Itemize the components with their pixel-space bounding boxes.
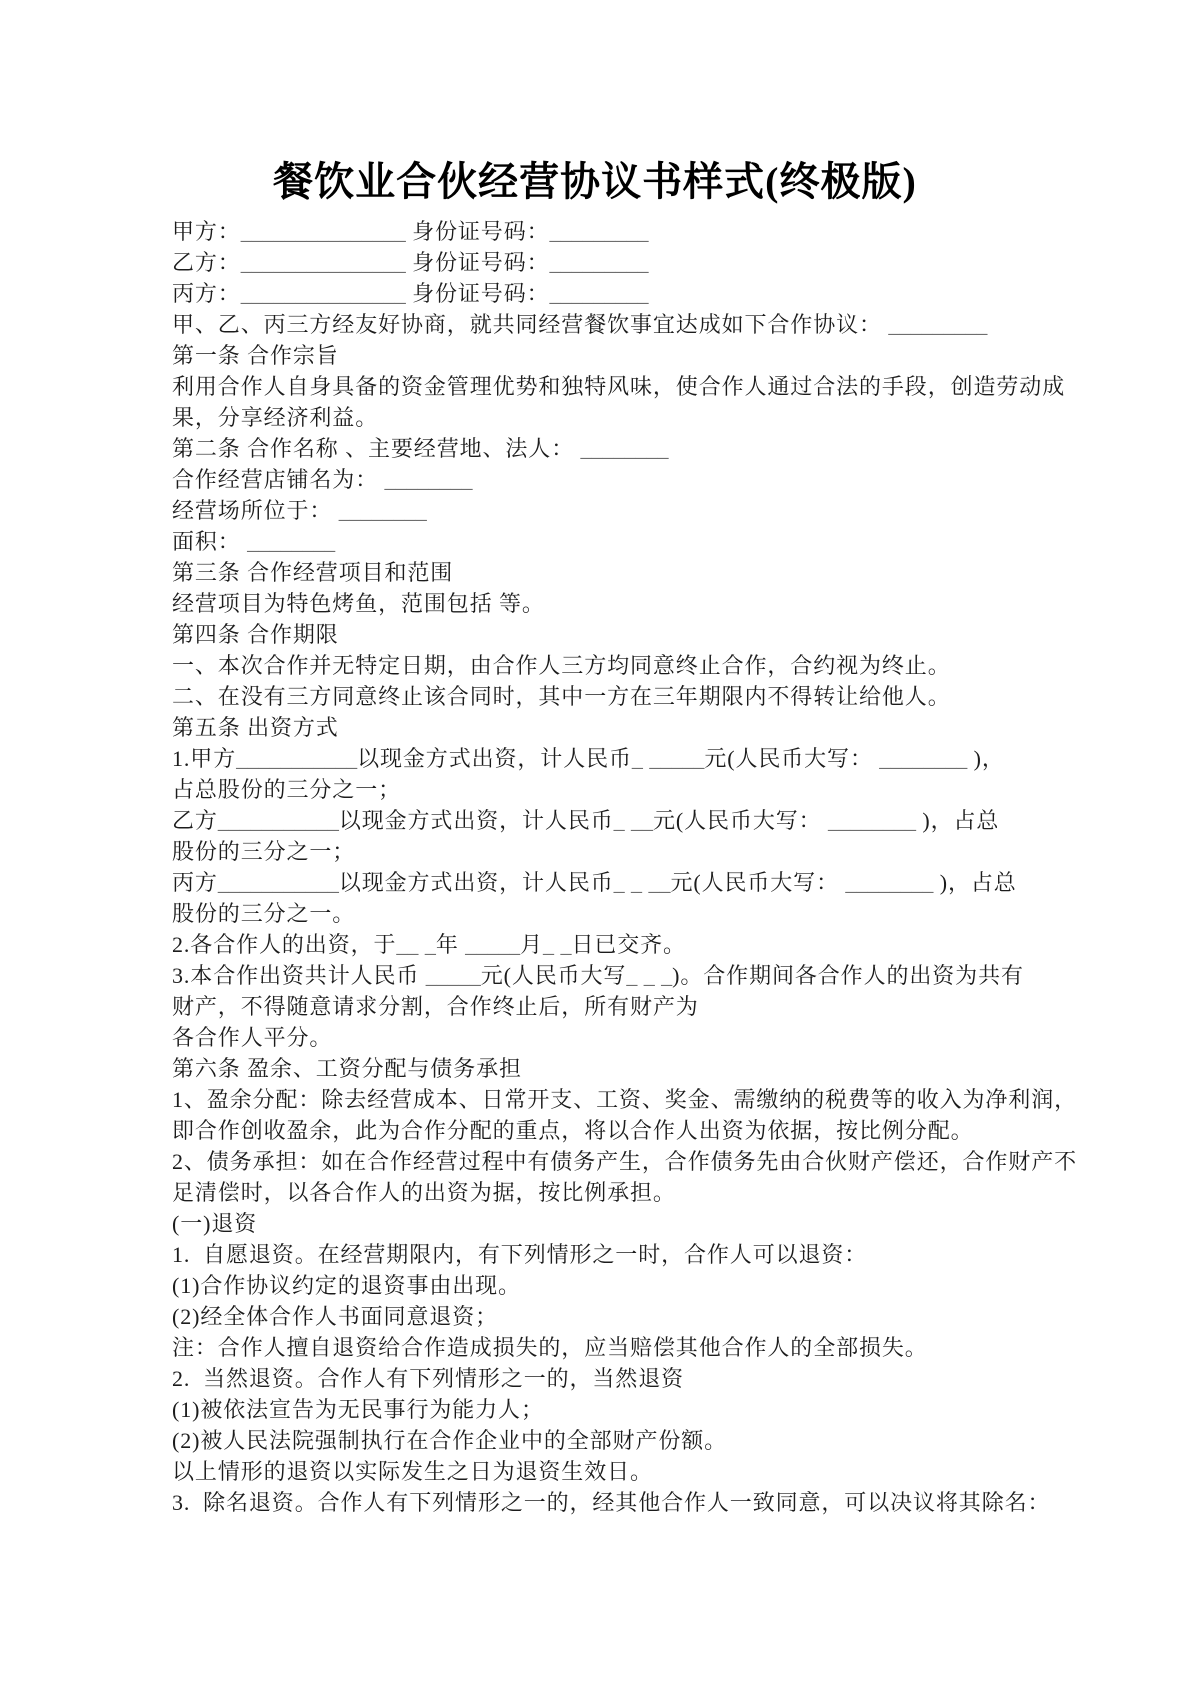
document-line: 2.各合作人的出资，于__ _年 _____月_ _日已交齐。 bbox=[172, 932, 686, 957]
fill-in-blank: ___________ bbox=[217, 808, 339, 833]
fill-in-blank: ________ bbox=[845, 870, 934, 895]
fill-in-blank: _ bbox=[560, 932, 572, 957]
fill-in-blank: ________ bbox=[338, 498, 427, 523]
document-line: 3.本合作出资共计人民币 _____元(人民币大写_ _ _)。合作期间各合作人的出资为共有 bbox=[172, 963, 1024, 988]
fill-in-blank: ________ bbox=[879, 746, 968, 771]
fill-in-blank: _____ bbox=[465, 932, 521, 957]
document-line: 股份的三分之一。 bbox=[172, 901, 356, 926]
document-line: (1)合作协议约定的退资事由出现。 bbox=[172, 1273, 521, 1298]
fill-in-blank: ________ bbox=[247, 529, 336, 554]
document-line: 1、盈余分配：除去经营成本、日常开支、工资、奖金、需缴纳的税费等的收入为净利润， bbox=[172, 1087, 1078, 1112]
document-line: 合作经营店铺名为： ________ bbox=[172, 467, 473, 492]
document-line: 甲方：_______________ 身份证号码：_________ bbox=[172, 219, 649, 244]
document-line: 1. 自愿退资。在经营期限内，有下列情形之一时，合作人可以退资： bbox=[172, 1242, 868, 1267]
fill-in-blank: __ bbox=[648, 870, 671, 895]
document-line: (1)被依法宣告为无民事行为能力人； bbox=[172, 1397, 544, 1422]
fill-in-blank: _______________ bbox=[240, 250, 406, 275]
fill-in-blank: ___________ bbox=[236, 746, 358, 771]
document-line: 1.甲方___________以现金方式出资，计人民币_ _____元(人民币大写： ________ )， bbox=[172, 746, 1005, 771]
document-line: 注：合作人擅自退资给合作造成损失的，应当赔偿其他合作人的全部损失。 bbox=[172, 1335, 928, 1360]
document-line: 经营场所位于： ________ bbox=[172, 498, 427, 523]
fill-in-blank: _______________ bbox=[240, 219, 406, 244]
document-body bbox=[172, 216, 1078, 1518]
document-line: 乙方___________以现金方式出资，计人民币_ __元(人民币大写： ________ )，占总 bbox=[172, 808, 1000, 833]
document-line: 利用合作人自身具备的资金管理优势和独特风味，使合作人通过合法的手段，创造劳动成 bbox=[172, 374, 1066, 399]
document-line: 财产，不得随意请求分割，合作终止后，所有财产为 bbox=[172, 994, 699, 1019]
fill-in-blank: _ bbox=[631, 870, 643, 895]
document-line: 乙方：_______________ 身份证号码：_________ bbox=[172, 250, 649, 275]
fill-in-blank: _____ bbox=[425, 963, 481, 988]
fill-in-blank: _ bbox=[613, 808, 625, 833]
document-line: 足清偿时，以各合作人的出资为据，按比例承担。 bbox=[172, 1180, 676, 1205]
fill-in-blank: _ bbox=[661, 963, 673, 988]
document-line: (2)经全体合作人书面同意退资； bbox=[172, 1304, 499, 1329]
document-line: 第一条 合作宗旨 bbox=[172, 343, 339, 368]
fill-in-blank: _ bbox=[626, 963, 638, 988]
document-line: 3. 除名退资。合作人有下列情形之一的，经其他合作人一致同意，可以决议将其除名： bbox=[172, 1490, 1051, 1515]
fill-in-blank: _________ bbox=[888, 312, 988, 337]
fill-in-blank: ___________ bbox=[217, 870, 339, 895]
fill-in-blank: _________ bbox=[549, 281, 649, 306]
document-line: (2)被人民法院强制执行在合作企业中的全部财产份额。 bbox=[172, 1428, 728, 1453]
document-line: 丙方：_______________ 身份证号码：_________ bbox=[172, 281, 649, 306]
document-title: 餐饮业合伙经营协议书样式(终极版) bbox=[273, 159, 917, 204]
fill-in-blank: ________ bbox=[384, 467, 473, 492]
document-line: 以上情形的退资以实际发生之日为退资生效日。 bbox=[172, 1459, 653, 1484]
document-line: 果，分享经济利益。 bbox=[172, 405, 379, 430]
document-line: 第六条 盈余、工资分配与债务承担 bbox=[172, 1056, 522, 1081]
document-line: 二、在没有三方同意终止该合同时，其中一方在三年期限内不得转让给他人。 bbox=[172, 684, 951, 709]
document-line: 一、本次合作并无特定日期，由合作人三方均同意终止合作，合约视为终止。 bbox=[172, 653, 951, 678]
fill-in-blank: _________ bbox=[549, 219, 649, 244]
fill-in-blank: _ bbox=[631, 746, 643, 771]
fill-in-blank: _____ bbox=[649, 746, 705, 771]
fill-in-blank: _ bbox=[613, 870, 625, 895]
document-line: 第四条 合作期限 bbox=[172, 622, 339, 647]
document-line: 2. 当然退资。合作人有下列情形之一的，当然退资 bbox=[172, 1366, 685, 1391]
document-line: 占总股份的三分之一； bbox=[172, 777, 402, 802]
document-line: 股份的三分之一； bbox=[172, 839, 356, 864]
fill-in-blank: _ bbox=[424, 932, 436, 957]
fill-in-blank: __ bbox=[396, 932, 419, 957]
document-line: 即合作创收盈余，此为合作分配的重点，将以合作人出资为依据，按比例分配。 bbox=[172, 1118, 974, 1143]
document-line: 第二条 合作名称 、主要经营地、法人： ________ bbox=[172, 436, 669, 461]
fill-in-blank: ________ bbox=[580, 436, 669, 461]
fill-in-blank: _ bbox=[543, 932, 555, 957]
document-line: 甲、乙、丙三方经友好协商，就共同经营餐饮事宜达成如下合作协议： _________ bbox=[172, 312, 988, 337]
fill-in-blank: __ bbox=[631, 808, 654, 833]
document-line: 各合作人平分。 bbox=[172, 1025, 333, 1050]
document-line: 经营项目为特色烤鱼，范围包括 等。 bbox=[172, 591, 545, 616]
fill-in-blank: _______________ bbox=[240, 281, 406, 306]
document-line: 第三条 合作经营项目和范围 bbox=[172, 560, 454, 585]
document-line: 第五条 出资方式 bbox=[172, 715, 339, 740]
document-line: 2、债务承担：如在合作经营过程中有债务产生，合作债务先由合伙财产偿还，合作财产不 bbox=[172, 1149, 1078, 1174]
fill-in-blank: ________ bbox=[827, 808, 916, 833]
document-line: (一)退资 bbox=[172, 1211, 258, 1236]
fill-in-blank: _ bbox=[643, 963, 655, 988]
document-line: 面积： ________ bbox=[172, 529, 336, 554]
fill-in-blank: _________ bbox=[549, 250, 649, 275]
document-line: 丙方___________以现金方式出资，计人民币_ _ __元(人民币大写： ________ )，占总 bbox=[172, 870, 1017, 895]
